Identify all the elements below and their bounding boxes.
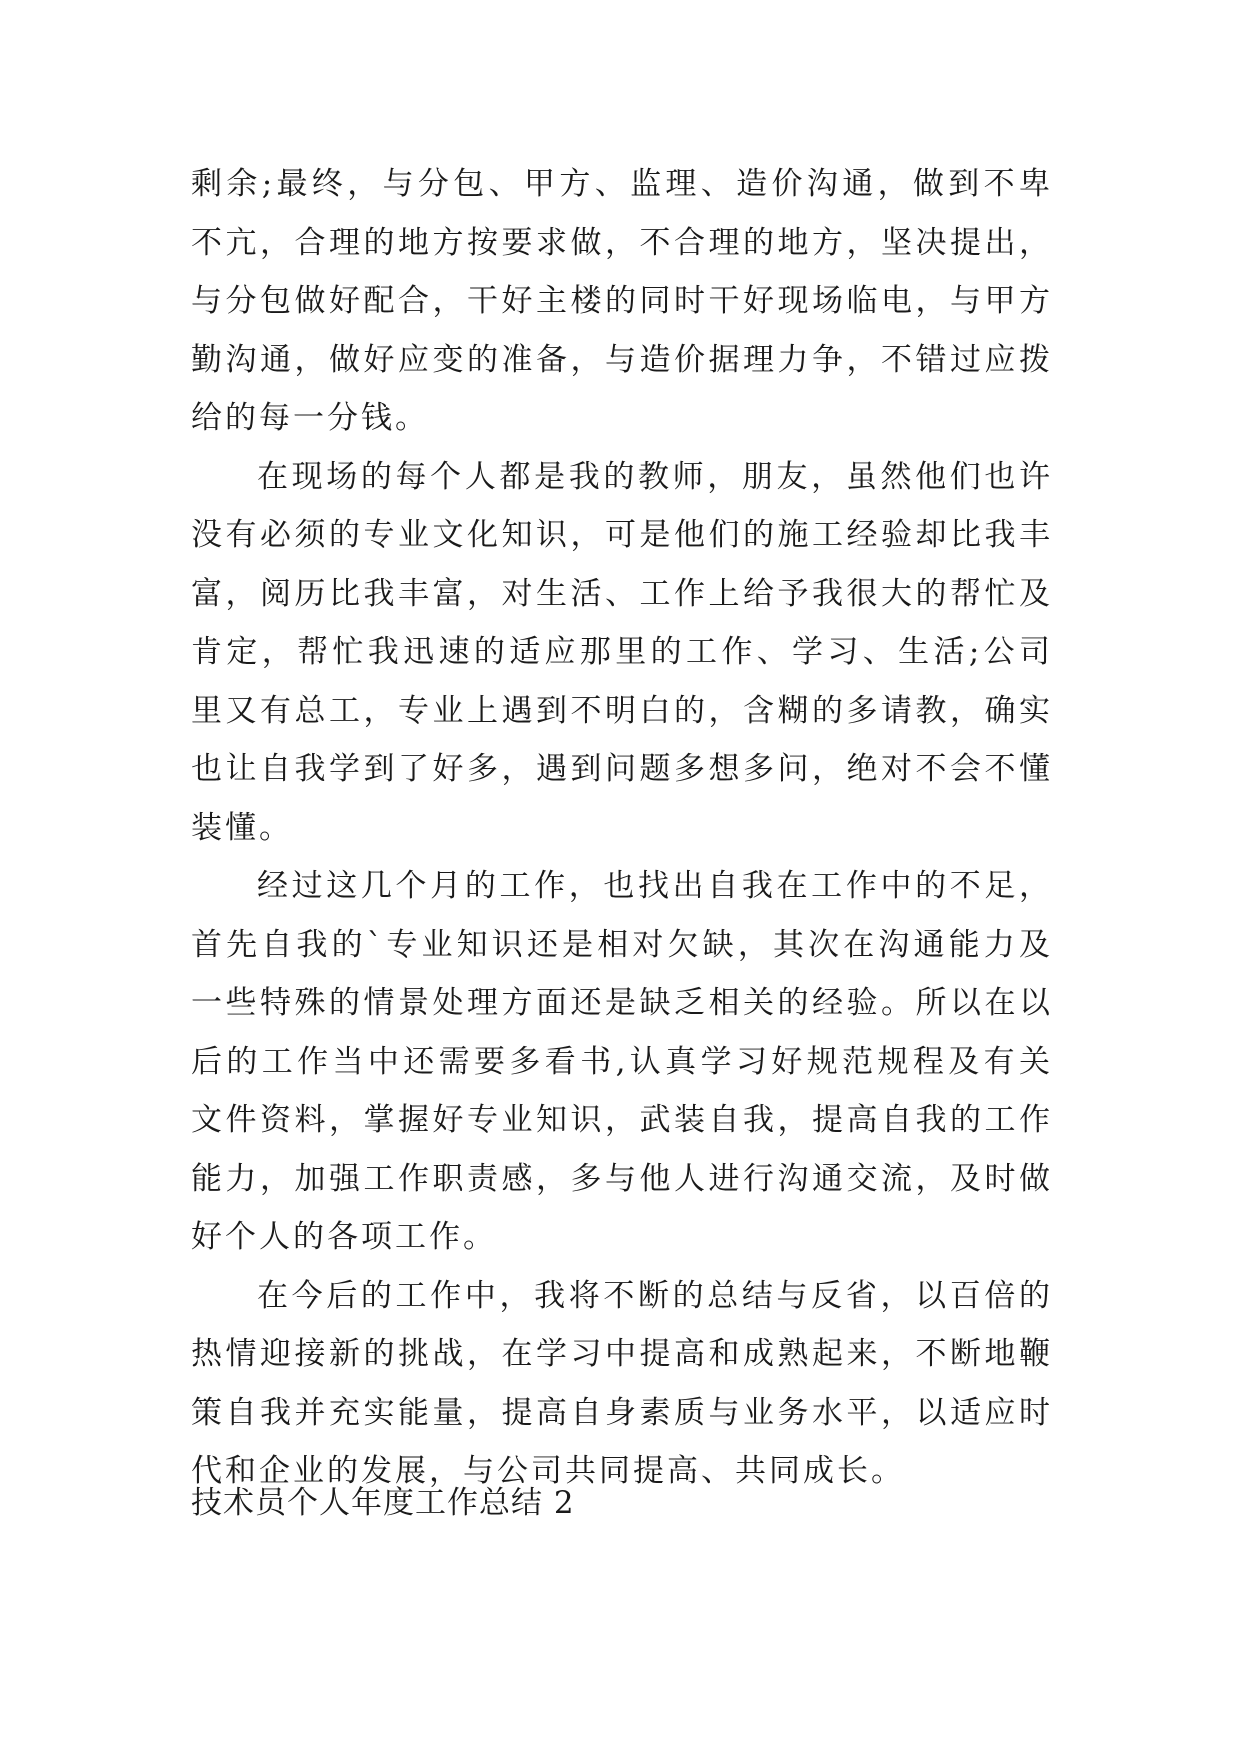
paragraph: 在现场的每个人都是我的教师，朋友，虽然他们也许没有必须的专业文化知识，可是他们的施工经验却比我丰富，阅历比我丰富，对生活、工作上给予我很大的帮忙及肯定，帮忙我迅速的适应那里的工作、学习、生活;公司里又有总工，专业上遇到不明白的，含糊的多请教，确实也让自我学到了好多，遇到问题多想多问，绝对不会不懂装懂。	[191, 458, 1053, 846]
document-body	[191, 155, 1053, 1501]
paragraph: 在今后的工作中，我将不断的总结与反省，以百倍的热情迎接新的挑战，在学习中提高和成熟起来，不断地鞭策自我并充实能量，提高自身素质与业务水平，以适应时代和企业的发展，与公司共同提高、共同成长。	[191, 1277, 1053, 1489]
paragraph: 经过这几个月的工作，也找出自我在工作中的不足，首先自我的`专业知识还是相对欠缺，其次在沟通能力及一些特殊的情景处理方面还是缺乏相关的经验。所以在以后的工作当中还需要多看书,认真学习好规范规程及有关文件资料，掌握好专业知识，武装自我，提高自我的工作能力，加强工作职责感，多与他人进行沟通交流，及时做好个人的各项工作。	[191, 868, 1053, 1255]
section-heading: 技术员个人年度工作总结 2	[191, 1485, 575, 1521]
paragraph-continuation: 剩余;最终，与分包、甲方、监理、造价沟通，做到不卑不亢，合理的地方按要求做，不合理的地方，坚决提出，与分包做好配合，干好主楼的同时干好现场临电，与甲方勤沟通，做好应变的准备，与造价据理力争，不错过应拨给的每一分钱。	[191, 166, 1053, 436]
